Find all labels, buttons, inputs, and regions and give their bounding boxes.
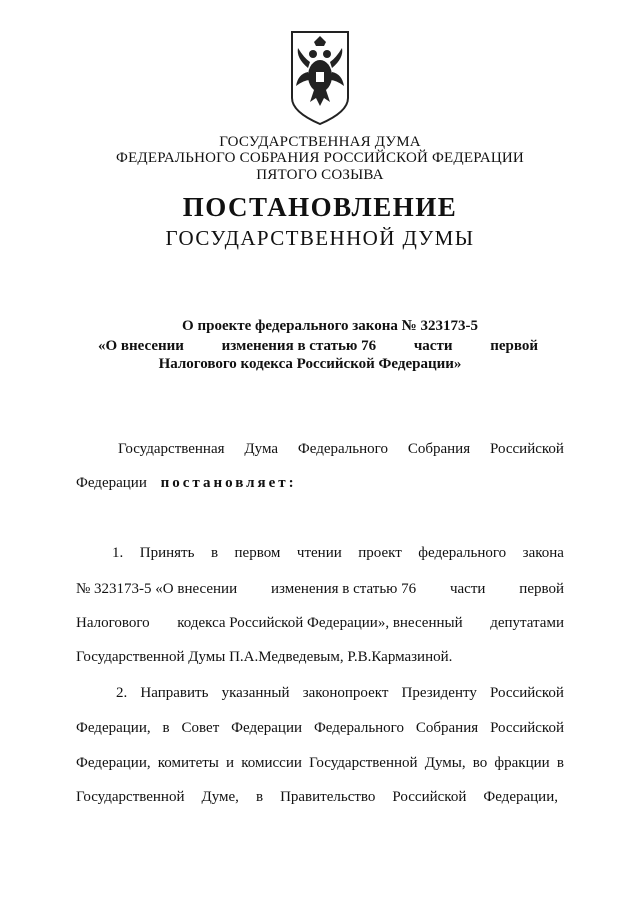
word: и (226, 755, 235, 771)
item1-line-1 (112, 544, 564, 562)
word: Федерального (297, 441, 388, 457)
word: Налогового (76, 615, 150, 631)
preamble-line-2 (76, 474, 297, 492)
word: Думе, (201, 789, 239, 805)
word: Совет (181, 720, 220, 736)
word: Федерации (231, 720, 303, 736)
item1-line-2 (76, 580, 564, 598)
word: закона (522, 545, 564, 561)
word: комиссии (241, 755, 302, 771)
word: Федерации, (483, 789, 558, 805)
word: Дума (244, 441, 279, 457)
word: федерального (418, 545, 507, 561)
word: «О внесении (98, 338, 184, 354)
word: первом (234, 545, 281, 561)
word: части (413, 338, 453, 354)
word: первой (490, 338, 538, 354)
word: Правительство (280, 789, 376, 805)
word: чтении (296, 545, 342, 561)
word: Федерации, (76, 755, 151, 771)
page-subtitle: ГОСУДАРСТВЕННОЙ ДУМЫ (165, 226, 475, 250)
word: Российской (490, 441, 564, 457)
item1-line-4: Государственной Думы П.А.Медведевым, Р.В.Кармазиной. (76, 649, 453, 665)
word: Направить (140, 685, 209, 701)
subject-line-3: Налогового кодекса Российской Федерации» (158, 356, 462, 372)
item2-line-1 (116, 684, 564, 702)
word: изменения в статью 76 (270, 581, 417, 597)
word: в (210, 545, 219, 561)
word: Государственная (118, 441, 225, 457)
word: 1. (112, 545, 124, 561)
double-headed-eagle-emblem-icon (286, 28, 354, 126)
item2-line-4 (76, 788, 558, 806)
item2-line-2 (76, 719, 564, 737)
word: Российской (392, 789, 467, 805)
word: № 323173-5 «О внесении (76, 581, 238, 597)
word: Федерального (313, 720, 404, 736)
word: комитеты (157, 755, 219, 771)
word: первой (519, 581, 564, 597)
item1-line-3 (76, 614, 564, 632)
header-line-duma: ГОСУДАРСТВЕННАЯ ДУМА (219, 134, 421, 150)
word: Федерации, (76, 720, 151, 736)
word: фракции (494, 755, 550, 771)
word: Федерации (76, 475, 147, 491)
word: Собрания (415, 720, 479, 736)
word: в (162, 720, 170, 736)
word: законопроект (302, 685, 389, 701)
subject-line-1: О проекте федерального закона № 323173-5 (182, 318, 478, 334)
word: депутатами (490, 615, 564, 631)
word: изменения в статью 76 (221, 338, 377, 354)
word: Принять (139, 545, 195, 561)
word: Российской (490, 720, 564, 736)
word: Президенту (401, 685, 477, 701)
word: в (556, 755, 564, 771)
word: указанный (221, 685, 290, 701)
word: 2. (116, 685, 128, 701)
word: Собрания (407, 441, 471, 457)
word: Думы, (424, 755, 466, 771)
word: кодекса Российской Федерации», внесенный (177, 615, 463, 631)
word: проект (358, 545, 402, 561)
header-line-convocation: ПЯТОГО СОЗЫВА (256, 167, 384, 183)
word: части (449, 581, 486, 597)
resolves-word: постановляет: (160, 475, 297, 491)
preamble-line-1 (118, 440, 564, 458)
item2-line-3 (76, 754, 564, 772)
word: Государственной (309, 755, 418, 771)
header-line-assembly: ФЕДЕРАЛЬНОГО СОБРАНИЯ РОССИЙСКОЙ ФЕДЕРАЦИИ (116, 150, 524, 166)
word: Государственной (76, 789, 185, 805)
word: Российской (490, 685, 564, 701)
page-title: ПОСТАНОВЛЕНИЕ (182, 192, 458, 222)
subject-line-2 (98, 338, 538, 355)
word: во (472, 755, 488, 771)
word: в (255, 789, 264, 805)
